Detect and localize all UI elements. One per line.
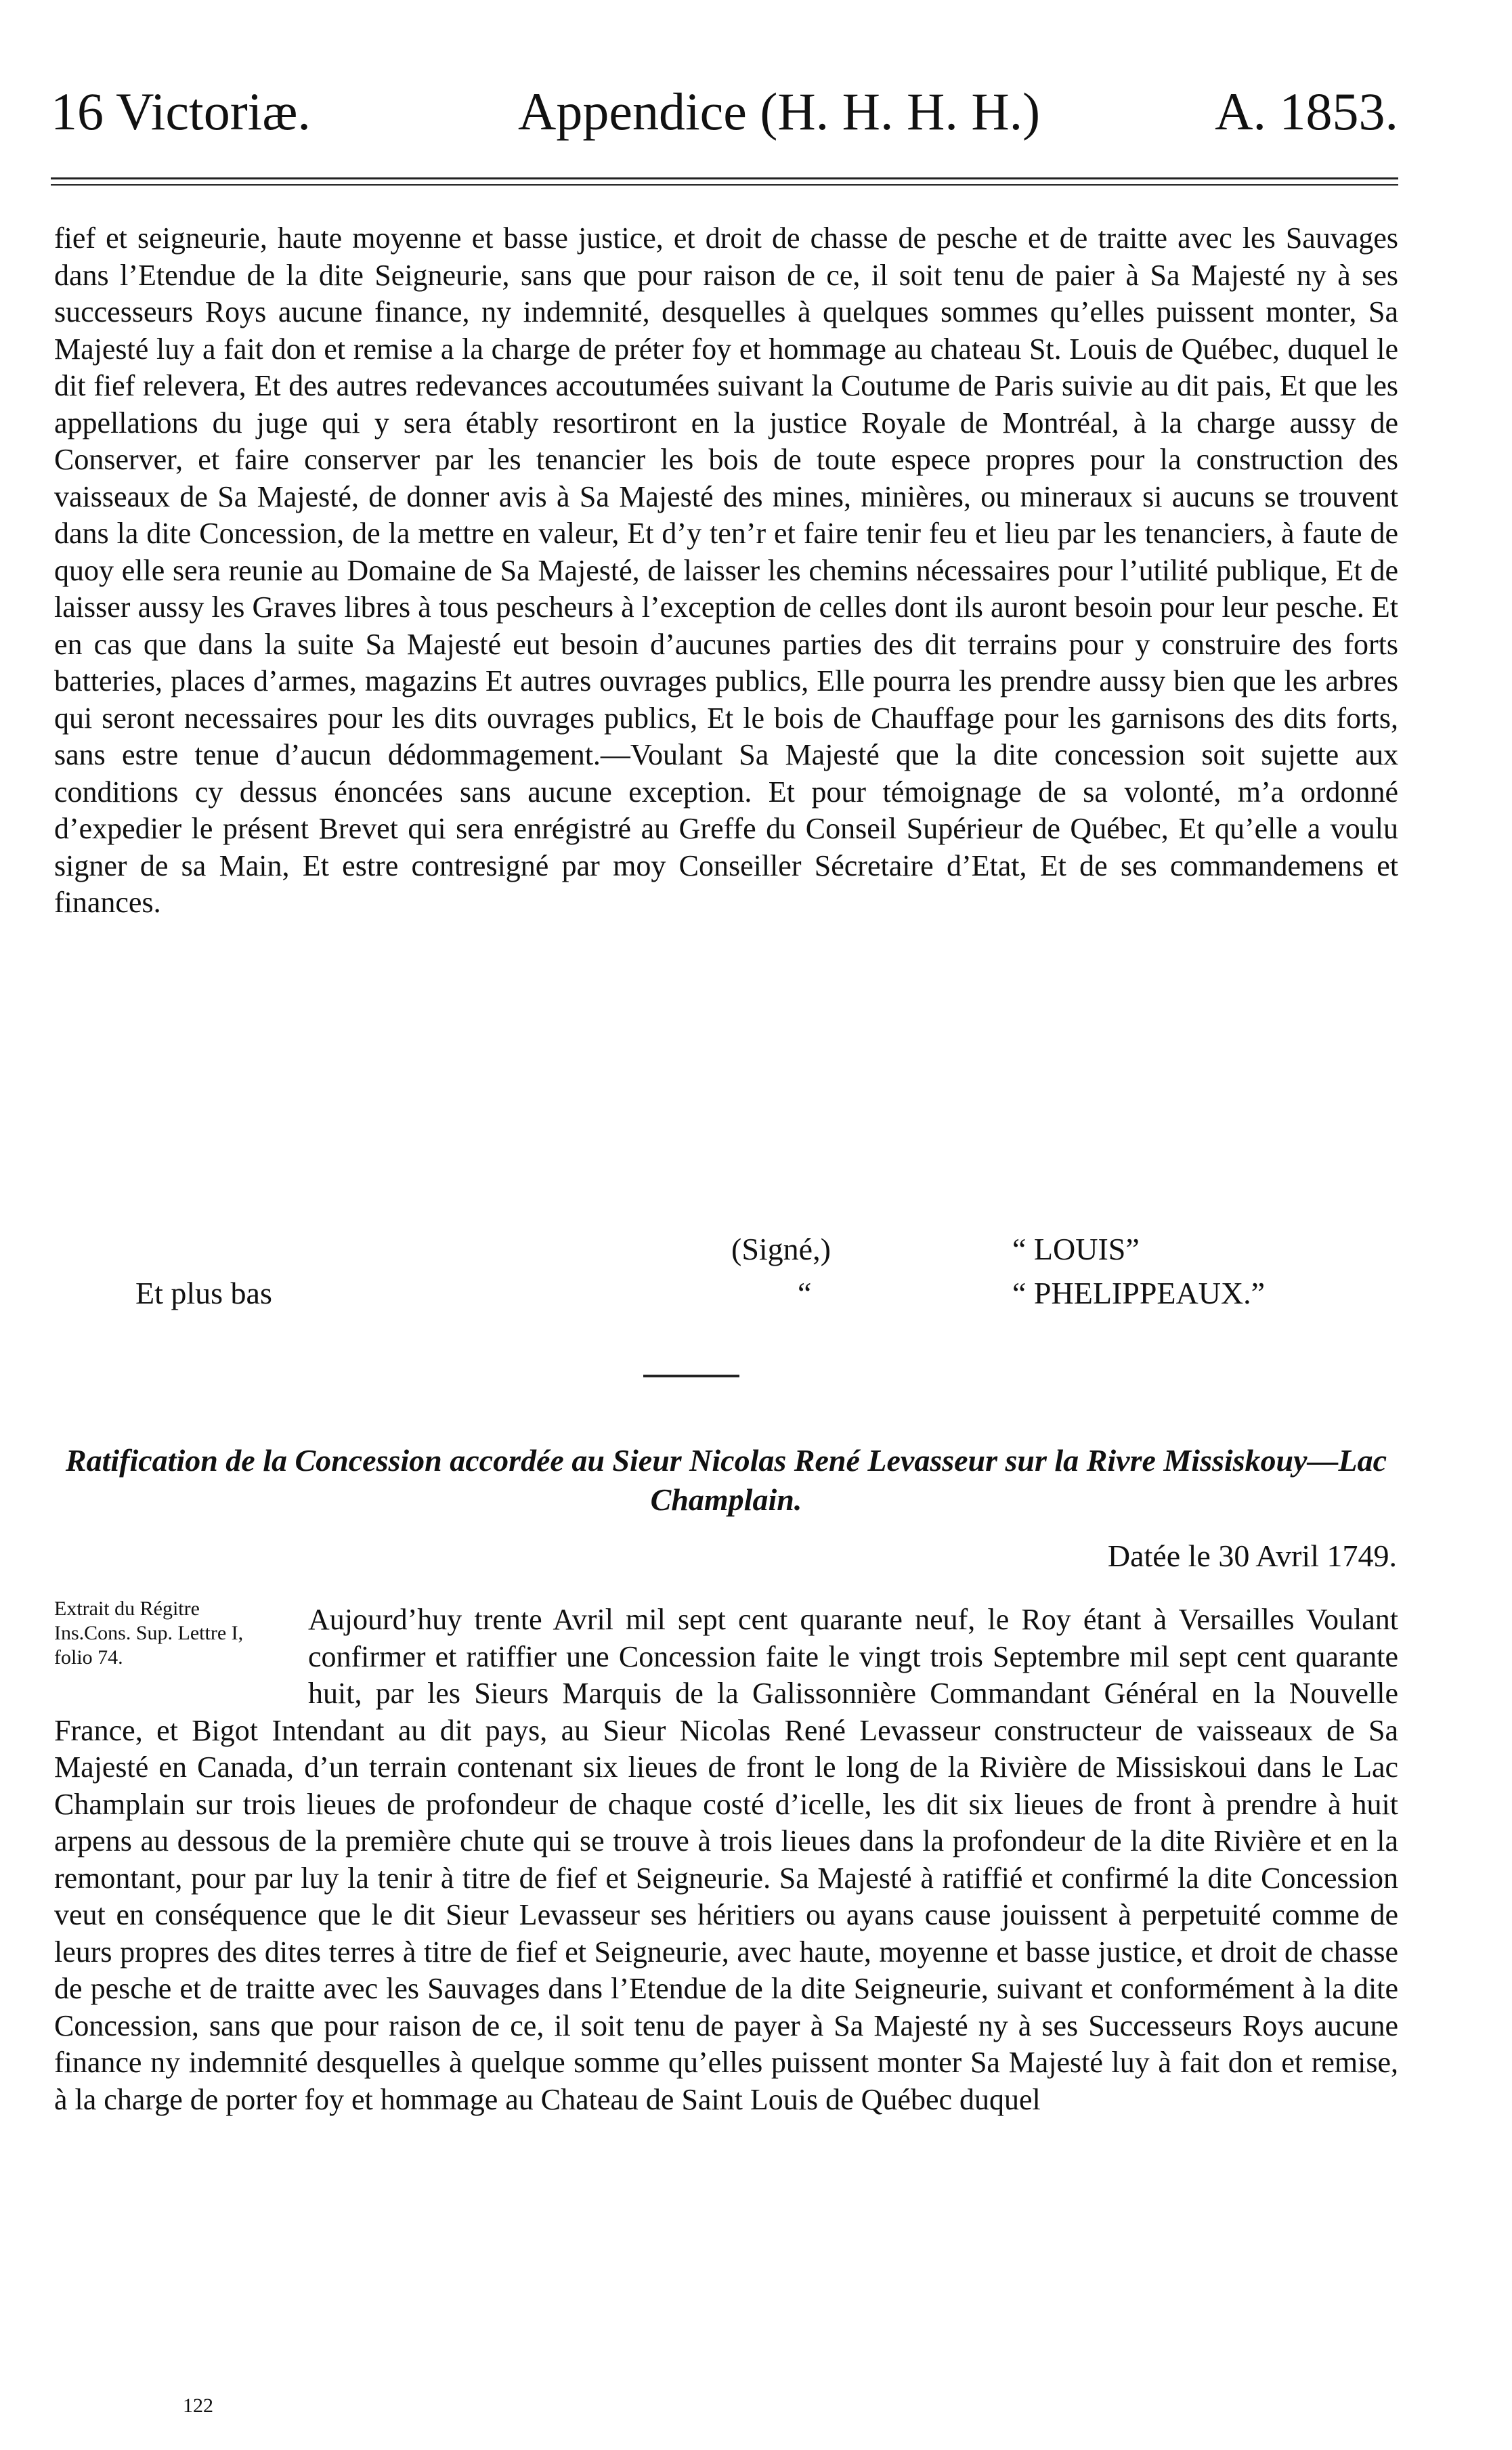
header-appendix: Appendice (H. H. H. H.) (518, 82, 1041, 141)
header-rule-secondary (51, 184, 1398, 186)
header-year: A. 1853. (1215, 82, 1398, 141)
header-session: 16 Victoriæ. (51, 82, 311, 141)
section-date: Datée le 30 Avril 1749. (1107, 1539, 1397, 1573)
running-header (51, 74, 1398, 149)
section-divider (643, 1375, 739, 1377)
signature-signe: (Signé,) (731, 1232, 831, 1266)
ratification-text: Aujourd’huy trente Avril mil sept cent quarante neuf, le Roy étant à Versailles Voulant confirmer et ratiffier une Concession faite le vingt trois Septembre mil sept cent quarante huit, par les Sieurs Marquis de la Galissonnière Commandant Général en la Nouvelle France, et Bigot Intendant au dit pays, au Sieur Nicolas René Levasseur constructeur de vaisseaux de Sa Majesté en Canada, d’un terrain contenant six lieues de front le long de la Rivière de Missiskoui dans le Lac Champlain sur trois lieues de profondeur de chaque costé d’icelle, les dit six lieues de front à prendre à huit arpens au dessous de la première chute qui se trouve à trois lieues dans la profondeur de la dite Rivière et en la remontant, pour par luy la tenir à titre de fief et Seigneurie. Sa Majesté à ratiffié et confirmé la dite Concession veut en conséquence que le dit Sieur Levasseur ses héritiers ou ayans cause jouissent à perpetuité comme de leurs propres des dites terres à titre de fief et Seigneurie, avec haute, moyenne et basse justice, et droit de chasse de pesche et de traitte avec les Sauvages dans l’Etendue de la dite Seigneurie, suivant et conformément à la dite Concession, sans que pour raison de ce, il soit tenu de payer à Sa Majesté ny à ses Successeurs Roys aucune finance ny indemnité desquelles à quelque somme qu’elles puissent monter Sa Majesté luy à fait don et remise, à la charge de porter foy et hommage au Chateau de Saint Louis de Québec duquel (54, 1603, 1398, 2116)
page-number: 122 (183, 2394, 213, 2417)
signature-et-plus-bas: Et plus bas (135, 1276, 272, 1310)
margin-note: Extrait du Régitre Ins.Cons. Sup. Lettre I, folio 74. (54, 1597, 244, 1669)
section-title: Ratification de la Concession accordée au Sieur Nicolas René Levasseur sur la Rivre Missiskouy—Lac Champlain. (65, 1443, 1387, 1517)
header-rule (51, 177, 1398, 179)
signature-louis: “ LOUIS” (1012, 1232, 1140, 1266)
signature-phelippeaux: “ PHELIPPEAUX.” (1012, 1276, 1266, 1310)
continued-paragraph: fief et seigneurie, haute moyenne et basse justice, et droit de chasse de pesche et de traitte avec les Sauvages dans l’Etendue de la dite Seigneurie, sans que pour raison de ce, il soit tenu de paier à Sa Majesté ny à ses successeurs Roys aucune finance, ny indemnité, desquelles à quelques sommes qu’elles puissent monter, Sa Majesté luy a fait don et remise a la charge de préter foy et hommage au chateau St. Louis de Québec, duquel le dit fief relevera, Et des autres redevances accoutumées suivant la Coutume de Paris suivie au dit pais, Et que les appellations du juge qui y sera étably resortiront en la justice Royale de Montréal, à la charge aussy de Conserver, et faire conserver par les tenancier les bois de toute espece propres pour la construction des vaisseaux de Sa Majesté, de donner avis à Sa Majesté des mines, minières, ou mineraux si aucuns se trouvent dans la dite Concession, de la mettre en valeur, Et d’y ten’r et faire tenir feu et lieu par les tenanciers, à faute de quoy elle sera reunie au Domaine de Sa Majesté, de laisser les chemins nécessaires pour l’utilité publique, Et de laisser aussy les Graves libres à tous pescheurs à l’exception de celles dont ils auront besoin pour leur pesche. Et en cas que dans la suite Sa Majesté eut besoin d’aucunes parties des dit terrains pour y construire des forts batteries, places d’armes, magazins Et autres ouvrages publics, Elle pourra les prendre aussy bien que les arbres qui seront necessaires pour les dits ouvrages publics, Et le bois de Chauffage pour les garnisons des dits forts, sans estre tenue d’aucun dédommagement.—Voulant Sa Majesté que la dite concession soit sujette aux conditions cy dessus énoncées sans aucune exception. Et pour témoignage de sa volonté, m’a ordonné d’expedier le présent Brevet qui sera enrégistré au Greffe du Conseil Supérieur de Québec, Et qu’elle a voulu signer de sa Main, Et estre contresigné par moy Conseiller Sécretaire d’Etat, Et de ses commandemens et finances. (54, 221, 1398, 919)
signature-ditto-mark: “ (798, 1276, 812, 1310)
ratification-paragraph (54, 1602, 1398, 2118)
